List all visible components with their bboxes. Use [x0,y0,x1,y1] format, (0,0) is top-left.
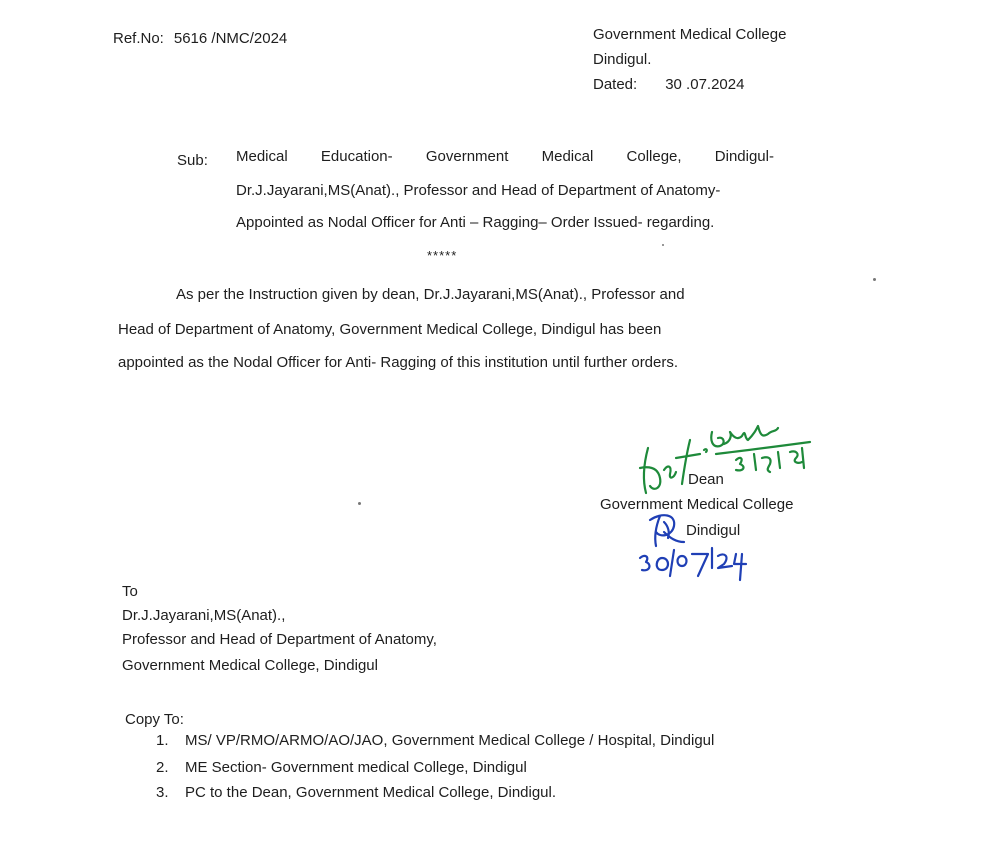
to-name: Dr.J.Jayarani,MS(Anat)., [122,607,286,624]
dated-label: Dated: [593,76,638,93]
copy-to-number: 3. [156,784,169,801]
signatory-title: Dean [688,471,724,488]
copy-to-text: ME Section- Government medical College, Dindigul [185,759,527,776]
green-signature [640,426,810,493]
copy-to-number: 1. [156,732,169,749]
body-line-1: As per the Instruction given by dean, Dr.J.Jayarani,MS(Anat)., Professor and [176,286,685,303]
subject-word: Dindigul- [714,148,774,165]
copy-to-item [156,732,714,749]
dated-value: 30 .07.2024 [665,76,745,93]
copy-to-text: MS/ VP/RMO/ARMO/AO/JAO, Government Medical College / Hospital, Dindigul [185,732,715,749]
scan-speck [662,244,664,246]
subject-line-1 [236,148,774,165]
subject-word: Education- [320,148,393,165]
reference-number [113,30,287,47]
ref-label: Ref.No: [113,30,164,47]
issuer-college: Government Medical College [593,26,787,43]
issuer-city: Dindigul. [593,51,652,68]
subject-word: Government [425,148,509,165]
subject-label: Sub: [177,152,208,169]
copy-to-text: PC to the Dean, Government Medical College, Dindigul. [185,784,557,801]
to-label: To [122,583,138,600]
scan-speck [873,278,876,281]
subject-line-3: Appointed as Nodal Officer for Anti – Ragging– Order Issued- regarding. [236,214,715,231]
subject-word: Medical [236,148,288,165]
separator-stars: ***** [427,248,458,263]
copy-to-item [156,784,556,801]
copy-to-item [156,759,527,776]
copy-to-number: 2. [156,759,169,776]
dated-line [593,72,786,97]
ref-value: 5616 /NMC/2024 [173,30,288,47]
body-line-2: Head of Department of Anatomy, Government Medical College, Dindigul has been [118,321,662,338]
to-designation: Professor and Head of Department of Anatomy, [122,631,437,648]
signatory-city: Dindigul [686,522,741,539]
signatory-college: Government Medical College [600,496,794,513]
copy-to-label: Copy To: [125,711,184,728]
to-institution: Government Medical College, Dindigul [122,657,378,674]
issuer-address [593,22,786,97]
subject-word: College, [626,148,682,165]
subject-line-2: Dr.J.Jayarani,MS(Anat)., Professor and Head of Department of Anatomy- [236,182,721,199]
body-line-3: appointed as the Nodal Officer for Anti- Ragging of this institution until further orders. [118,354,679,371]
subject-word: Medical [541,148,594,165]
scan-speck [358,502,361,505]
